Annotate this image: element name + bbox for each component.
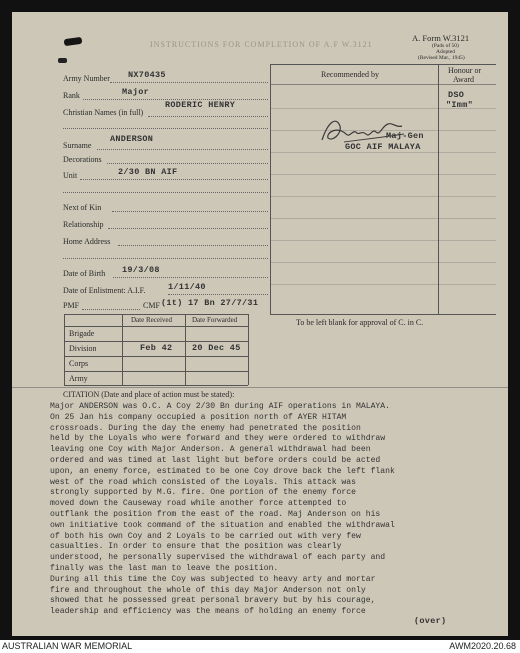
- citation-line: understood, he personally supervised the withdrawal of each party and: [50, 553, 386, 563]
- citation-line: On 25 Jan his company occupied a position north of AYER HITAM: [50, 412, 347, 422]
- next-of-kin-label: Next of Kin: [63, 203, 102, 212]
- rank-value: Major: [122, 87, 150, 97]
- footer-institution: AUSTRALIAN WAR MEMORIAL: [2, 641, 133, 651]
- col-date-received: Date Received: [131, 316, 173, 324]
- enlistment-value: 1/11/40: [168, 282, 206, 292]
- row-division-label: Division: [69, 344, 97, 353]
- dob-label: Date of Birth: [63, 269, 106, 278]
- home-address-label: Home Address: [63, 237, 111, 246]
- signatory-rank: Maj-Gen: [386, 131, 424, 141]
- cmf-label: CMF: [143, 301, 160, 310]
- col-date-forwarded: Date Forwarded: [192, 316, 238, 324]
- honour-award-value: DSO: [448, 90, 465, 100]
- citation-line: Major ANDERSON was O.C. A Coy 2/30 Bn during AIF operations in MALAYA.: [50, 402, 390, 411]
- honour-header-line2: Award: [453, 75, 475, 84]
- punch-mark-small: [58, 58, 67, 63]
- unit-label: Unit: [63, 171, 78, 180]
- citation-line: finally was the last man to leave the position.: [50, 563, 279, 573]
- row-corps-label: Corps: [69, 359, 89, 368]
- citation-line: upon, an enemy force, estimated to be one Coy drove back the left flank: [50, 466, 395, 476]
- christian-names-label: Christian Names (in full): [63, 108, 144, 117]
- citation-line: leaving one Coy with Major Anderson. A general withdrawal had been: [50, 445, 371, 455]
- faint-instructions-header: INSTRUCTIONS FOR COMPLETION OF A.F W.3121: [150, 40, 373, 49]
- citation-line: outflank the position from the east of the road. Maj Anderson on his: [50, 509, 381, 519]
- citation-line: strongly supported by M.G. fire. One portion of the enemy force: [50, 488, 356, 498]
- surname-value: ANDERSON: [110, 134, 154, 144]
- dob-value: 19/3/08: [122, 265, 160, 275]
- enlistment-label: Date of Enlistment: A.I.F.: [63, 286, 146, 295]
- citation-line: showed that he possessed great personal bravery but by his courage,: [50, 596, 376, 606]
- citation-line: During all this time the Coy was subjected to heavy arty and mortar: [50, 574, 376, 584]
- citation-line: held by the Loyals who were forward and they were ordered to withdraw: [50, 434, 386, 444]
- decorations-label: Decorations: [63, 155, 102, 164]
- christian-names-value: RODERIC HENRY: [165, 100, 236, 110]
- relationship-label: Relationship: [63, 220, 104, 229]
- form-ref-revised: (Revised Mar., 1945): [418, 55, 465, 61]
- row-division-received: Feb 42: [140, 343, 173, 353]
- footer: [0, 640, 520, 653]
- citation-line: casualties. In order to ensure that the position was clearly: [50, 542, 342, 552]
- army-number-value: NX70435: [128, 70, 166, 80]
- footer-accession-number: AWM2020.20.68: [449, 641, 516, 651]
- cmf-value: (1t) 17 Bn 27/7/31: [161, 298, 259, 308]
- surname-label: Surname: [63, 141, 92, 150]
- recommended-by-header: Recommended by: [321, 70, 379, 79]
- approval-blank-note: To be left blank for approval of C. in C.: [296, 318, 424, 327]
- citation-label: CITATION (Date and place of action must be stated):: [63, 390, 235, 399]
- rank-label: Rank: [63, 91, 80, 100]
- citation-line: own initiative took command of the situation and enabled the withdrawal: [50, 520, 395, 530]
- citation-line: moved down the Causeway road while another force attempted to: [50, 499, 347, 509]
- citation-line: ordered and was timed at last light but before orders could be acted: [50, 455, 381, 465]
- form-ref-pads: (Pads of 50): [432, 43, 459, 49]
- over-note: (over): [414, 616, 447, 626]
- army-number-label: Army Number: [63, 74, 110, 83]
- form-ref-title: A. Form W.3121: [412, 33, 470, 43]
- row-division-forwarded: 20 Dec 45: [192, 343, 241, 353]
- unit-value: 2/30 BN AIF: [118, 167, 178, 177]
- form-ref-adopted: Adopted: [436, 49, 455, 55]
- citation-line: of both his own Coy and 2 Loyals to be carried out with very few: [50, 531, 361, 541]
- citation-line: fire and throughout the whole of this day Major Anderson not only: [50, 585, 366, 595]
- row-brigade-label: Brigade: [69, 329, 95, 338]
- citation-text: [50, 402, 500, 618]
- pmf-label: PMF: [63, 301, 80, 310]
- citation-line: west of the road which consisted of the Loyals. This attack was: [50, 477, 356, 487]
- signatory-appointment: GOC AIF MALAYA: [345, 142, 421, 152]
- citation-line: crossroads. During the day the enemy had penetrated the position: [50, 423, 361, 433]
- honour-header-line1: Honour or: [448, 66, 482, 75]
- honour-award-note: "Imm": [446, 100, 474, 110]
- row-army-label: Army: [69, 374, 88, 383]
- citation-line: leadership and efficiency was the means of holding an enemy force: [50, 607, 366, 617]
